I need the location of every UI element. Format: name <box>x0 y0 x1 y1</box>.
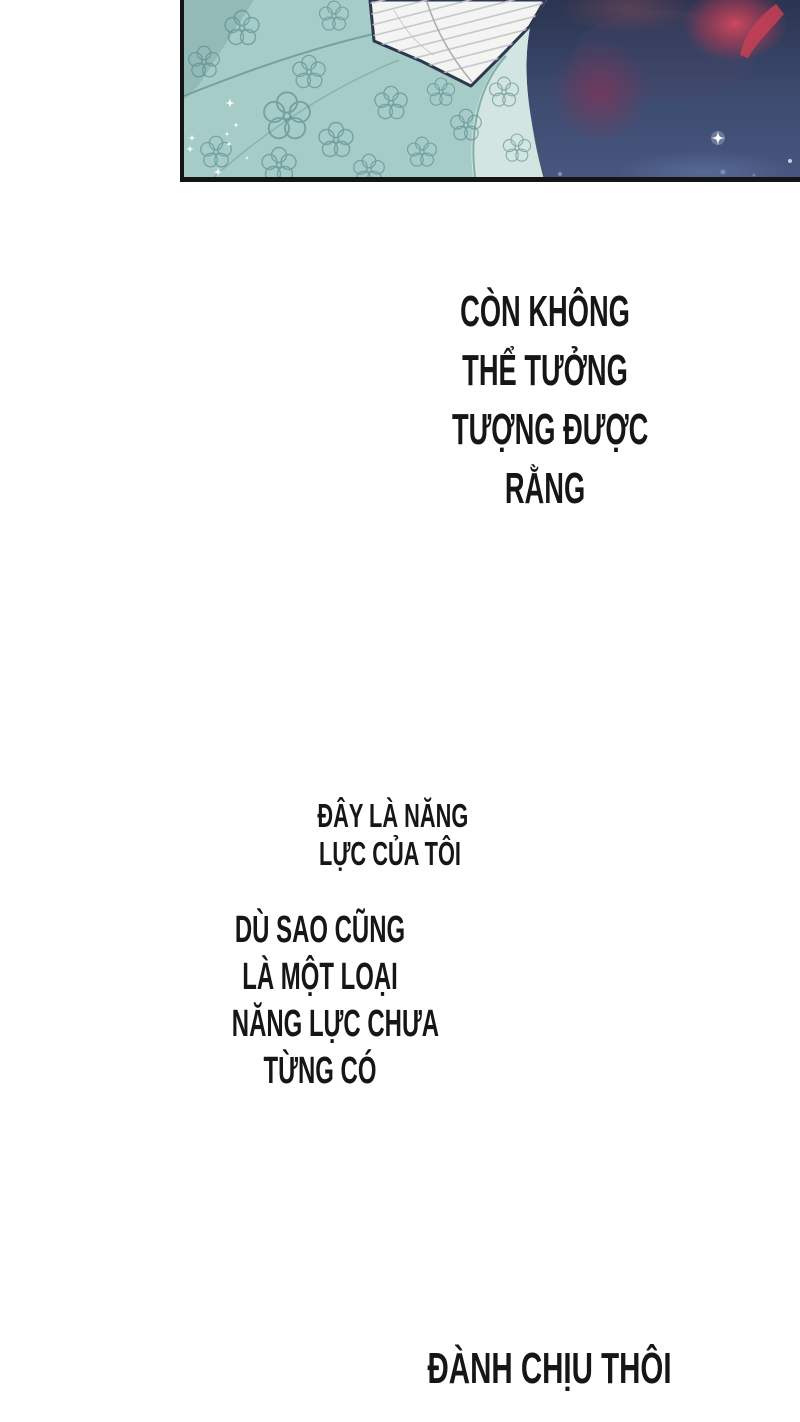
comic-panel <box>180 0 800 182</box>
dialogue-line: ĐÀNH CHỊU THÔI <box>427 1344 672 1393</box>
dialogue-line: RẰNG <box>504 464 586 513</box>
dialogue-line: THỂ TƯỞNG <box>462 346 628 395</box>
dialogue-line: TƯỢNG ĐƯỢC <box>452 405 649 454</box>
dialogue-line: DÙ SAO CŨNG <box>234 909 406 951</box>
dialogue-line: ĐÂY LÀ NĂNG <box>317 797 469 834</box>
magenta-bokeh <box>550 40 650 144</box>
dialogue-block-1 <box>395 282 695 518</box>
dialogue-line: TỪNG CÓ <box>263 1050 377 1092</box>
comic-panel-art <box>184 0 800 177</box>
dialogue-line: LỰC CỦA TÔI <box>319 835 461 872</box>
dialogue-line: LÀ MỘT LOẠI <box>242 956 398 998</box>
dialogue-line: CÒN KHÔNG <box>460 287 630 336</box>
dialogue-line: NĂNG LỰC CHƯA <box>231 1003 440 1045</box>
dialogue-block-2 <box>280 797 500 873</box>
dialogue-block-4 <box>378 1346 678 1392</box>
dialogue-block-3 <box>180 907 460 1095</box>
